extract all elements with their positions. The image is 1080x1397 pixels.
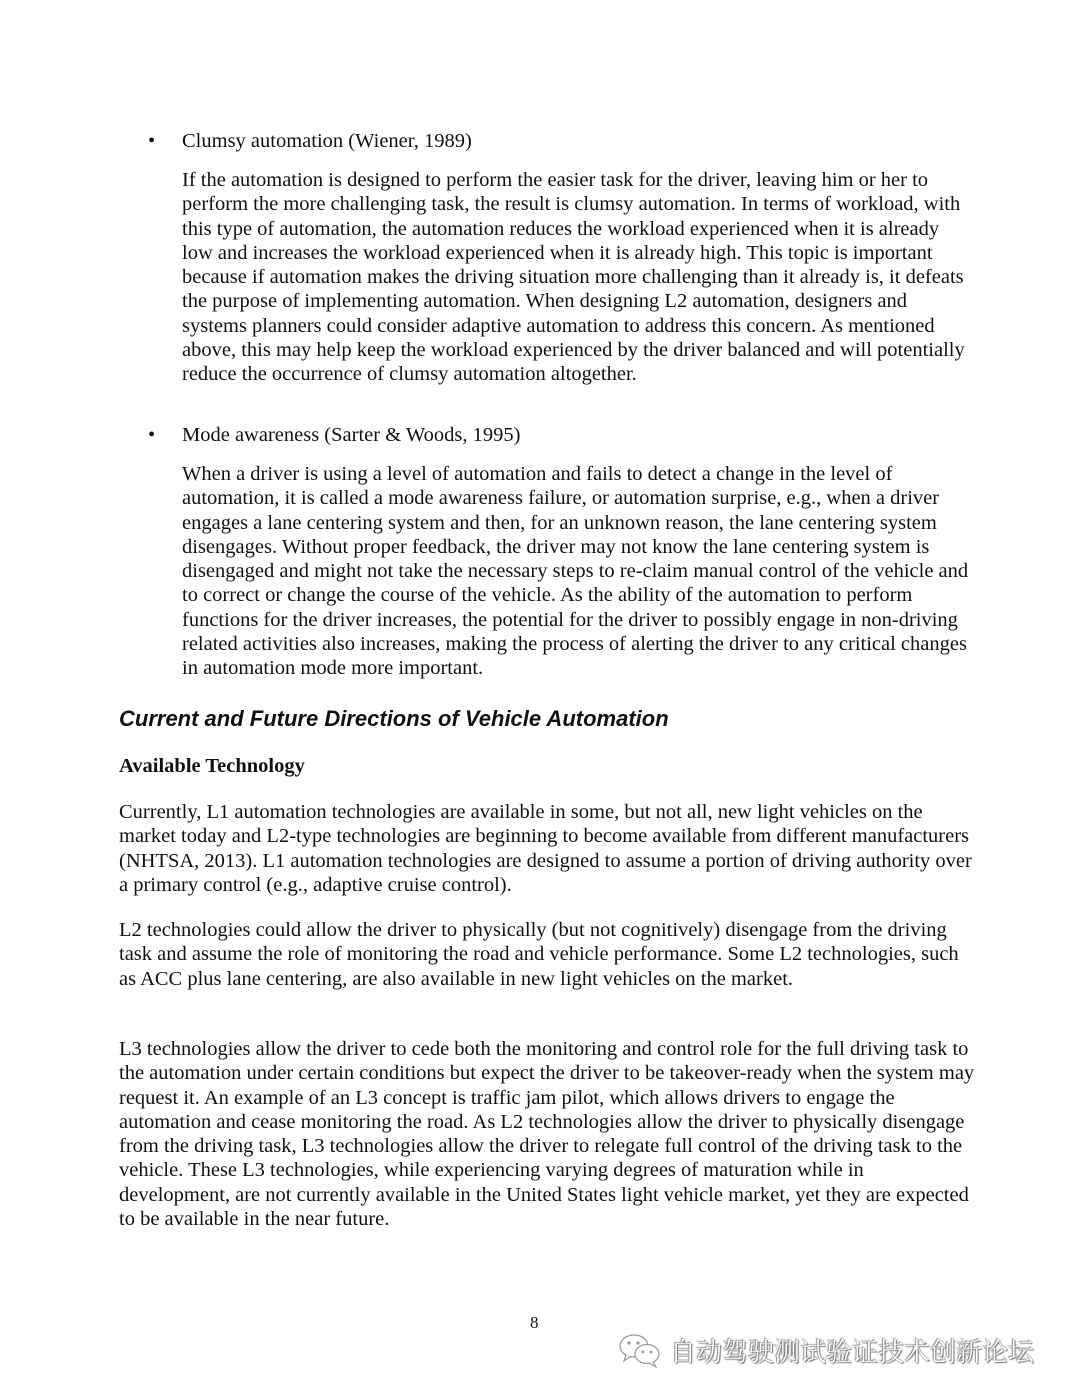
- bullet-icon: •: [148, 130, 156, 152]
- section-heading: Current and Future Directions of Vehicle Automation: [119, 706, 669, 731]
- clumsy-automation-paragraph: If the automation is designed to perform the easier task for the driver, leaving him or her to perform the more challenging task, the result is clumsy automation. In terms of workload, with this type of automation, the automation reduces the workload experienced when it is already low and increases the workload experienced when it is already high. This topic is important because if automation makes the driving situation more challenging than it already is, it defeats the purpose of implementing automation. When designing L2 automation, designers and systems planners could consider adaptive automation to address this concern. As mentioned above, this may help keep the workload experienced by the driver balanced and will potentially reduce the occurrence of clumsy automation altogether.: [182, 169, 965, 386]
- watermark: [618, 1330, 1034, 1370]
- subsection-heading: Available Technology: [119, 755, 305, 777]
- paragraph-l3: L3 technologies allow the driver to cede both the monitoring and control role for the full driving task to the automation under certain conditions but expect the driver to be takeover-ready when the system may request it. An example of an L3 concept is traffic jam pilot, which allows drivers to engage the automation and cease monitoring the road. As L2 technologies allow the driver to physically disengage from the driving task, L3 technologies allow the driver to relegate full control of the driving task to the vehicle. These L3 technologies, while experiencing varying degrees of maturation while in development, are not currently available in the United States light vehicle market, yet they are expected to be available in the near future.: [119, 1038, 975, 1231]
- watermark-text: 自动驾驶测试验证技术创新论坛: [670, 1337, 1035, 1368]
- paragraph-l2: L2 technologies could allow the driver to physically (but not cognitively) disengage from the driving task and assume the role of monitoring the road and vehicle performance. Some L2 technologies, such as ACC plus lane centering, are also available in new light vehicles on the market.: [119, 919, 959, 990]
- bullet-icon: •: [148, 424, 156, 446]
- bullet-title: Clumsy automation (Wiener, 1989): [182, 130, 472, 152]
- page-number: 8: [530, 1313, 539, 1332]
- mode-awareness-paragraph: When a driver is using a level of automation and fails to detect a change in the level of automation, it is called a mode awareness failure, or automation surprise, e.g., when a driver engages a lane centering system and then, for an unknown reason, the lane centering system disengages. Without proper feedback, the driver may not know the lane centering system is disengaged and might not take the necessary steps to re-claim manual control of the vehicle and to correct or change the course of the vehicle. As the ability of the automation to perform functions for the driver increases, the potential for the driver to possibly engage in non-driving related activities also increases, making the process of alerting the driver to any critical changes in automation mode more important.: [182, 463, 969, 680]
- paragraph-l1: Currently, L1 automation technologies are available in some, but not all, new light vehicles on the market today and L2-type technologies are beginning to become available from different manufacturers (NHTSA, 2013). L1 automation technologies are designed to assume a portion of driving authority over a primary control (e.g., adaptive cruise control).: [119, 801, 972, 896]
- bullet-title: Mode awareness (Sarter & Woods, 1995): [182, 424, 521, 446]
- wechat-icon: [618, 1332, 662, 1368]
